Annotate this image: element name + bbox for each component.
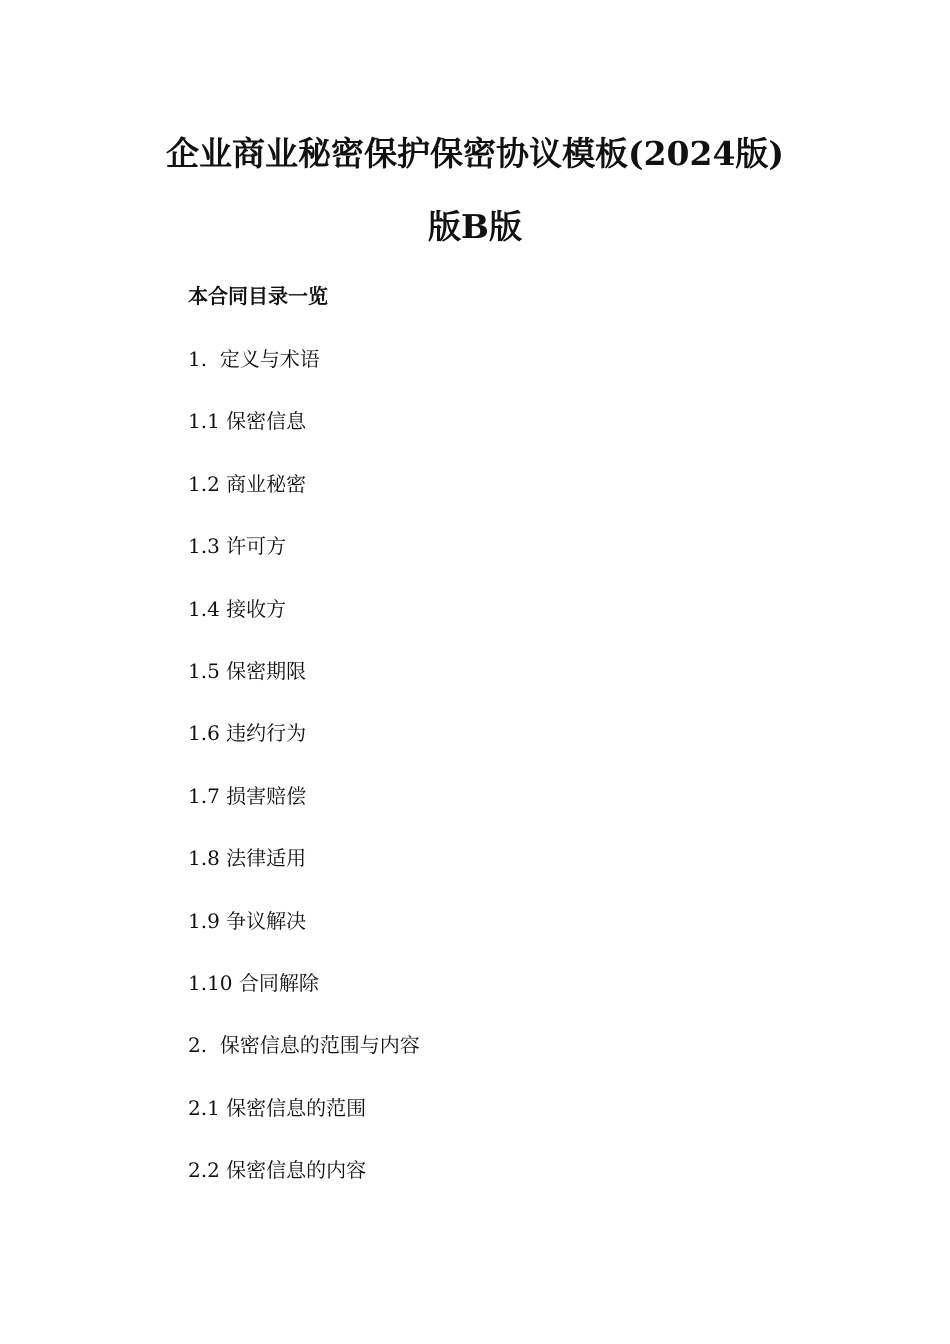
toc-item: 1.6 违约行为 xyxy=(188,721,307,746)
toc-item: 2.1 保密信息的范围 xyxy=(188,1095,367,1120)
toc-item: 1. 定义与术语 xyxy=(188,347,320,371)
toc-list xyxy=(188,346,420,1219)
toc-item: 1.3 许可方 xyxy=(188,534,287,559)
toc-item: 1.10 合同解除 xyxy=(188,970,319,995)
toc-item: 2.2 保密信息的内容 xyxy=(188,1158,367,1183)
toc-item: 1.1 保密信息 xyxy=(188,409,307,434)
toc-item: 1.5 保密期限 xyxy=(188,658,307,683)
toc-item: 1.9 争议解决 xyxy=(188,908,307,933)
toc-item: 1.8 法律适用 xyxy=(188,846,307,871)
toc-item: 1.2 商业秘密 xyxy=(188,471,307,496)
document-title: 企业商业秘密保护保密协议模板(2024版) xyxy=(165,134,785,173)
toc-item: 1.4 接收方 xyxy=(188,596,287,621)
document-subtitle: 版B版 xyxy=(428,207,522,246)
toc-item: 1.7 损害赔偿 xyxy=(188,783,307,808)
toc-item: 2. 保密信息的范围与内容 xyxy=(188,1033,420,1058)
toc-heading: 本合同目录一览 xyxy=(188,284,328,308)
